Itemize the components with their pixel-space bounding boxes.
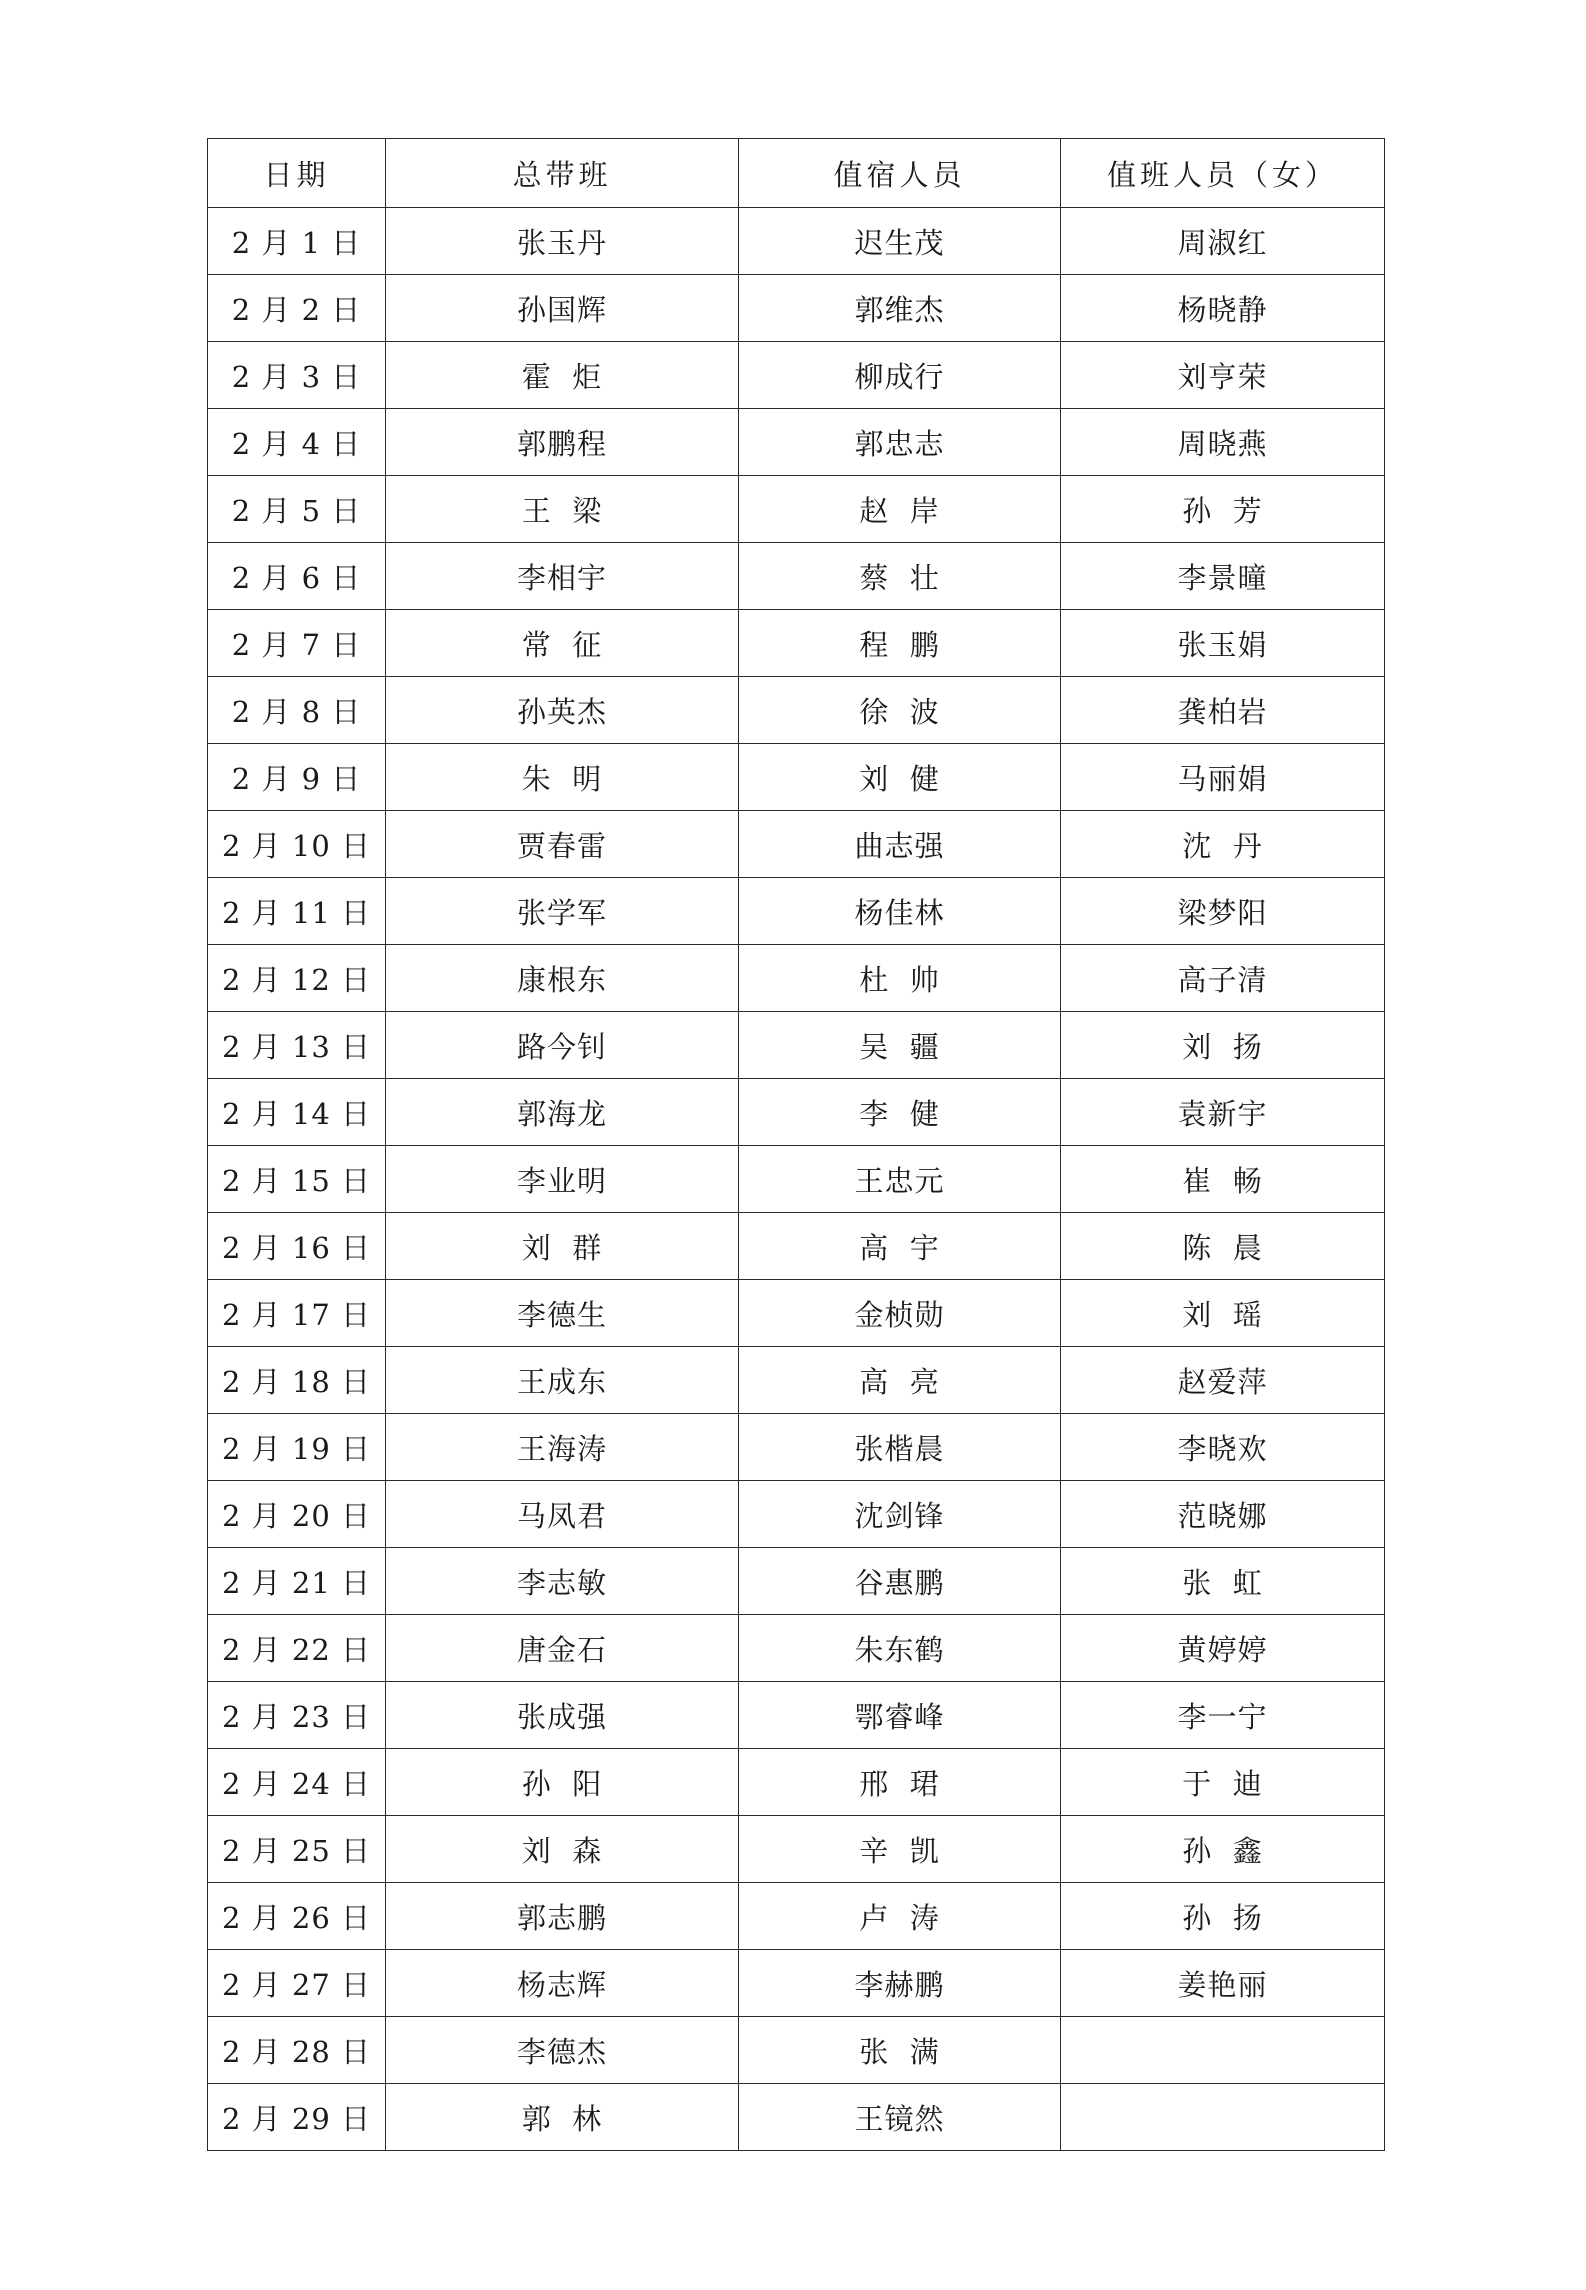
cell-night-duty: 李赫鹏 xyxy=(739,1950,1061,2017)
table-row xyxy=(208,1749,1385,1816)
cell-lead: 孙 阳 xyxy=(386,1749,739,1816)
cell-female-duty: 于 迪 xyxy=(1061,1749,1385,1816)
cell-date: 2 月 23 日 xyxy=(208,1682,386,1749)
cell-lead: 郭 林 xyxy=(386,2084,739,2151)
cell-lead: 李相宇 xyxy=(386,543,739,610)
table-row xyxy=(208,677,1385,744)
table-row xyxy=(208,1146,1385,1213)
cell-date: 2 月 3 日 xyxy=(208,342,386,409)
cell-date: 2 月 4 日 xyxy=(208,409,386,476)
cell-date: 2 月 24 日 xyxy=(208,1749,386,1816)
cell-female-duty: 黄婷婷 xyxy=(1061,1615,1385,1682)
cell-night-duty: 程 鹏 xyxy=(739,610,1061,677)
cell-female-duty: 刘亨荣 xyxy=(1061,342,1385,409)
table-row xyxy=(208,1414,1385,1481)
cell-night-duty: 邢 珺 xyxy=(739,1749,1061,1816)
cell-female-duty xyxy=(1061,2017,1385,2084)
cell-night-duty: 杨佳林 xyxy=(739,878,1061,945)
table-row xyxy=(208,1816,1385,1883)
cell-lead: 路今钊 xyxy=(386,1012,739,1079)
table-row xyxy=(208,1682,1385,1749)
header-date: 日期 xyxy=(208,139,386,208)
table-row xyxy=(208,811,1385,878)
cell-lead: 王海涛 xyxy=(386,1414,739,1481)
cell-lead: 马凤君 xyxy=(386,1481,739,1548)
table-row xyxy=(208,945,1385,1012)
cell-lead: 唐金石 xyxy=(386,1615,739,1682)
cell-female-duty: 刘 扬 xyxy=(1061,1012,1385,1079)
header-night-duty: 值宿人员 xyxy=(739,139,1061,208)
cell-lead: 张成强 xyxy=(386,1682,739,1749)
cell-night-duty: 徐 波 xyxy=(739,677,1061,744)
cell-date: 2 月 27 日 xyxy=(208,1950,386,2017)
cell-female-duty: 孙 扬 xyxy=(1061,1883,1385,1950)
cell-night-duty: 张 满 xyxy=(739,2017,1061,2084)
cell-female-duty: 袁新宇 xyxy=(1061,1079,1385,1146)
cell-female-duty: 刘 瑶 xyxy=(1061,1280,1385,1347)
table-row xyxy=(208,1615,1385,1682)
table-row xyxy=(208,275,1385,342)
cell-date: 2 月 25 日 xyxy=(208,1816,386,1883)
table-row xyxy=(208,610,1385,677)
cell-night-duty: 郭维杰 xyxy=(739,275,1061,342)
cell-lead: 朱 明 xyxy=(386,744,739,811)
table-row xyxy=(208,1213,1385,1280)
cell-date: 2 月 20 日 xyxy=(208,1481,386,1548)
cell-night-duty: 谷惠鹏 xyxy=(739,1548,1061,1615)
cell-female-duty: 范晓娜 xyxy=(1061,1481,1385,1548)
cell-night-duty: 刘 健 xyxy=(739,744,1061,811)
header-row xyxy=(208,139,1385,208)
cell-lead: 李德生 xyxy=(386,1280,739,1347)
cell-night-duty: 吴 疆 xyxy=(739,1012,1061,1079)
cell-date: 2 月 9 日 xyxy=(208,744,386,811)
cell-lead: 郭志鹏 xyxy=(386,1883,739,1950)
cell-date: 2 月 26 日 xyxy=(208,1883,386,1950)
cell-lead: 王成东 xyxy=(386,1347,739,1414)
cell-date: 2 月 21 日 xyxy=(208,1548,386,1615)
cell-date: 2 月 13 日 xyxy=(208,1012,386,1079)
cell-night-duty: 高 宇 xyxy=(739,1213,1061,1280)
cell-lead: 张玉丹 xyxy=(386,208,739,275)
cell-date: 2 月 6 日 xyxy=(208,543,386,610)
cell-lead: 李志敏 xyxy=(386,1548,739,1615)
cell-night-duty: 卢 涛 xyxy=(739,1883,1061,1950)
cell-night-duty: 鄂睿峰 xyxy=(739,1682,1061,1749)
cell-lead: 刘 群 xyxy=(386,1213,739,1280)
table-row xyxy=(208,476,1385,543)
table-row xyxy=(208,409,1385,476)
cell-female-duty: 赵爱萍 xyxy=(1061,1347,1385,1414)
cell-night-duty: 金桢勋 xyxy=(739,1280,1061,1347)
header-female-duty: 值班人员（女） xyxy=(1061,139,1385,208)
cell-lead: 郭海龙 xyxy=(386,1079,739,1146)
table-row xyxy=(208,2017,1385,2084)
table-row xyxy=(208,1012,1385,1079)
cell-night-duty: 朱东鹤 xyxy=(739,1615,1061,1682)
cell-lead: 常 征 xyxy=(386,610,739,677)
cell-date: 2 月 15 日 xyxy=(208,1146,386,1213)
cell-female-duty: 马丽娟 xyxy=(1061,744,1385,811)
cell-date: 2 月 8 日 xyxy=(208,677,386,744)
cell-night-duty: 王镜然 xyxy=(739,2084,1061,2151)
cell-female-duty: 梁梦阳 xyxy=(1061,878,1385,945)
cell-female-duty: 李一宁 xyxy=(1061,1682,1385,1749)
table-row xyxy=(208,878,1385,945)
cell-lead: 李德杰 xyxy=(386,2017,739,2084)
cell-female-duty: 沈 丹 xyxy=(1061,811,1385,878)
cell-date: 2 月 19 日 xyxy=(208,1414,386,1481)
cell-female-duty: 龚柏岩 xyxy=(1061,677,1385,744)
cell-date: 2 月 28 日 xyxy=(208,2017,386,2084)
cell-date: 2 月 12 日 xyxy=(208,945,386,1012)
cell-date: 2 月 14 日 xyxy=(208,1079,386,1146)
table-row xyxy=(208,342,1385,409)
cell-female-duty: 高子清 xyxy=(1061,945,1385,1012)
table-row xyxy=(208,1481,1385,1548)
table-row xyxy=(208,1548,1385,1615)
table-row xyxy=(208,1280,1385,1347)
cell-female-duty: 周淑红 xyxy=(1061,208,1385,275)
table-row xyxy=(208,208,1385,275)
cell-night-duty: 迟生茂 xyxy=(739,208,1061,275)
cell-female-duty: 张 虹 xyxy=(1061,1548,1385,1615)
cell-night-duty: 蔡 壮 xyxy=(739,543,1061,610)
table-row xyxy=(208,543,1385,610)
cell-date: 2 月 17 日 xyxy=(208,1280,386,1347)
table-row xyxy=(208,1883,1385,1950)
cell-female-duty: 李晓欢 xyxy=(1061,1414,1385,1481)
cell-date: 2 月 16 日 xyxy=(208,1213,386,1280)
table-row xyxy=(208,1079,1385,1146)
cell-night-duty: 杜 帅 xyxy=(739,945,1061,1012)
cell-lead: 康根东 xyxy=(386,945,739,1012)
cell-lead: 王 梁 xyxy=(386,476,739,543)
cell-lead: 霍 炬 xyxy=(386,342,739,409)
cell-lead: 刘 森 xyxy=(386,1816,739,1883)
cell-date: 2 月 2 日 xyxy=(208,275,386,342)
cell-female-duty: 李景曈 xyxy=(1061,543,1385,610)
cell-lead: 李业明 xyxy=(386,1146,739,1213)
table-row xyxy=(208,2084,1385,2151)
cell-lead: 张学军 xyxy=(386,878,739,945)
cell-female-duty: 孙 芳 xyxy=(1061,476,1385,543)
cell-date: 2 月 29 日 xyxy=(208,2084,386,2151)
cell-female-duty: 周晓燕 xyxy=(1061,409,1385,476)
cell-date: 2 月 1 日 xyxy=(208,208,386,275)
cell-date: 2 月 7 日 xyxy=(208,610,386,677)
duty-schedule-table xyxy=(207,138,1385,2151)
cell-female-duty: 陈 晨 xyxy=(1061,1213,1385,1280)
cell-date: 2 月 10 日 xyxy=(208,811,386,878)
header-lead: 总带班 xyxy=(386,139,739,208)
cell-night-duty: 辛 凯 xyxy=(739,1816,1061,1883)
cell-date: 2 月 22 日 xyxy=(208,1615,386,1682)
cell-night-duty: 高 亮 xyxy=(739,1347,1061,1414)
cell-night-duty: 张楷晨 xyxy=(739,1414,1061,1481)
cell-female-duty xyxy=(1061,2084,1385,2151)
cell-lead: 贾春雷 xyxy=(386,811,739,878)
cell-night-duty: 沈剑锋 xyxy=(739,1481,1061,1548)
cell-female-duty: 姜艳丽 xyxy=(1061,1950,1385,2017)
cell-female-duty: 杨晓静 xyxy=(1061,275,1385,342)
cell-date: 2 月 11 日 xyxy=(208,878,386,945)
cell-night-duty: 郭忠志 xyxy=(739,409,1061,476)
cell-lead: 孙国辉 xyxy=(386,275,739,342)
cell-night-duty: 柳成行 xyxy=(739,342,1061,409)
cell-night-duty: 王忠元 xyxy=(739,1146,1061,1213)
cell-night-duty: 赵 岸 xyxy=(739,476,1061,543)
table-row xyxy=(208,1950,1385,2017)
cell-date: 2 月 5 日 xyxy=(208,476,386,543)
cell-female-duty: 孙 鑫 xyxy=(1061,1816,1385,1883)
table-row xyxy=(208,1347,1385,1414)
cell-female-duty: 崔 畅 xyxy=(1061,1146,1385,1213)
cell-date: 2 月 18 日 xyxy=(208,1347,386,1414)
table-row xyxy=(208,744,1385,811)
cell-female-duty: 张玉娟 xyxy=(1061,610,1385,677)
cell-lead: 郭鹏程 xyxy=(386,409,739,476)
cell-lead: 杨志辉 xyxy=(386,1950,739,2017)
cell-lead: 孙英杰 xyxy=(386,677,739,744)
cell-night-duty: 李 健 xyxy=(739,1079,1061,1146)
cell-night-duty: 曲志强 xyxy=(739,811,1061,878)
